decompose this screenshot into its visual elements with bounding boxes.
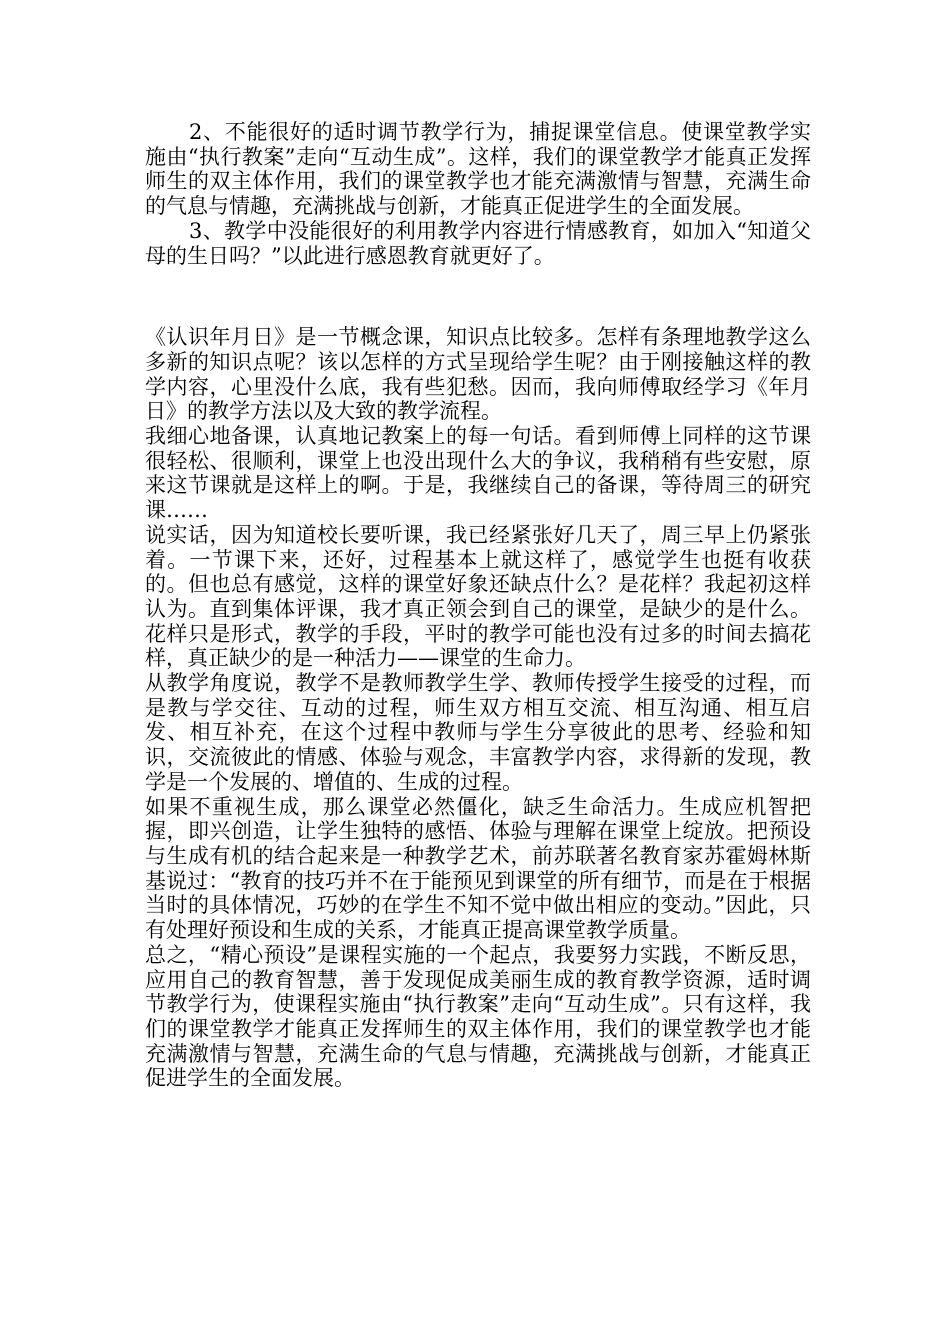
document-page [145, 120, 811, 1091]
paragraph: 我细心地备课，认真地记教案上的每一句话。看到师傅上同样的这节课很轻松、很顺利，课堂上也没出现什么大的争议，我稍稍有些安慰，原来这节课就是这样上的啊。于是，我继续自己的备课，等待周三的研究课…… [145, 424, 811, 523]
paragraph: 如果不重视生成，那么课堂必然僵化，缺乏生命活力。生成应机智把握，即兴创造，让学生独特的感悟、体验与理解在课堂上绽放。把预设与生成有机的结合起来是一种教学艺术，前苏联著名教育家苏霍姆林斯基说过：“教育的技巧并不在于能预见到课堂的所有细节，而是在于根据当时的具体情况，巧妙的在学生不知不觉中做出相应的变动。”因此，只有处理好预设和生成的关系，才能真正提高课堂教学质量。 [145, 794, 811, 943]
section-bottom [145, 325, 811, 1091]
section-gap [145, 268, 811, 325]
paragraph: 总之，“精心预设”是课程实施的一个起点，我要努力实践，不断反思，应用自己的教育智慧，善于发现促成美丽生成的教育教学资源，适时调节教学行为，使课程实施由“执行教案”走向“互动生成”。只有这样，我们的课堂教学才能真正发挥师生的双主体作用，我们的课堂教学也才能充满激情与智慧，充满生命的气息与情趣，充满挑战与创新，才能真正促进学生的全面发展。 [145, 942, 811, 1091]
paragraph: 从教学角度说，教学不是教师教学生学、教师传授学生接受的过程，而是教与学交往、互动的过程，师生双方相互交流、相互沟通、相互启发、相互补充，在这个过程中教师与学生分享彼此的思考、经验和知识，交流彼此的情感、体验与观念，丰富教学内容，求得新的发现，教学是一个发展的、增值的、生成的过程。 [145, 671, 811, 794]
paragraph: 《认识年月日》是一节概念课，知识点比较多。怎样有条理地教学这么多新的知识点呢？该以怎样的方式呈现给学生呢？由于刚接触这样的教学内容，心里没什么底，我有些犯愁。因而，我向师傅取经学习《年月日》的教学方法以及大致的教学流程。 [145, 325, 811, 424]
section-top [145, 120, 811, 268]
paragraph: 2、不能很好的适时调节教学行为，捕捉课堂信息。使课堂教学实施由“执行教案”走向“互动生成”。这样，我们的课堂教学才能真正发挥师生的双主体作用，我们的课堂教学也才能充满激情与智慧，充满生命的气息与情趣，充满挑战与创新，才能真正促进学生的全面发展。 [145, 120, 811, 219]
paragraph: 说实话，因为知道校长要听课，我已经紧张好几天了，周三早上仍紧张着。一节课下来，还好，过程基本上就这样了，感觉学生也挺有收获的。但也总有感觉，这样的课堂好象还缺点什么？是花样？我起初这样认为。直到集体评课，我才真正领会到自己的课堂，是缺少的是什么。花样只是形式，教学的手段，平时的教学可能也没有过多的时间去搞花样，真正缺少的是一种活力——课堂的生命力。 [145, 522, 811, 671]
paragraph: 3、教学中没能很好的利用教学内容进行情感教育，如加入“知道父母的生日吗？”以此进行感恩教育就更好了。 [145, 218, 811, 268]
